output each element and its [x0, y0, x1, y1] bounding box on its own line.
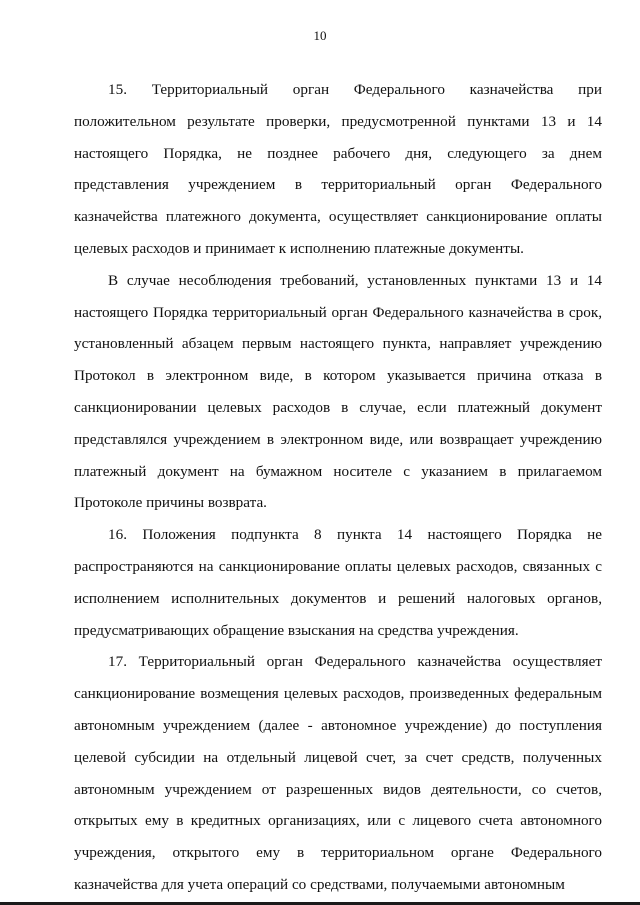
- paragraph-16: 16. Положения подпункта 8 пункта 14 настоящего Порядка не распространяются на санкционирование оплаты целевых расходов, связанных с исполнением исполнительных документов и решений налоговых органов, предусматривающих обращение взыскания на средства учреждения.: [74, 526, 602, 639]
- document-body: [74, 74, 602, 901]
- paragraph-15: 15. Территориальный орган Федерального казначейства при положительном результате проверки, предусмотренной пунктами 13 и 14 настоящего Порядка, не позднее рабочего дня, следующего за днем представления учреждением в территориальный орган Федерального казначейства платежного документа, осуществляет санкционирование оплаты целевых расходов и принимает к исполнению платежные документы.: [74, 81, 602, 257]
- paragraph-17: 17. Территориальный орган Федерального казначейства осуществляет санкционирование возмещения целевых расходов, произведенных федеральным автономным учреждением (далее - автономное учреждение) до поступления целевой субсидии на отдельный лицевой счет, за счет средств, полученных автономным учреждением от разрешенных видов деятельности, со счетов, открытых ему в кредитных организациях, или с лицевого счета автономного учреждения, открытого ему в территориальном органе Федерального казначейства для учета операций со средствами, получаемыми автономным: [74, 653, 602, 893]
- page-number: 10: [313, 28, 327, 43]
- paragraph-15-continuation: В случае несоблюдения требований, установленных пунктами 13 и 14 настоящего Порядка территориальный орган Федерального казначейства в срок, установленный абзацем первым настоящего пункта, направляет учреждению Протокол в электронном виде, в котором указывается причина отказа в санкционировании целевых расходов в случае, если платежный документ представлялся учреждением в электронном виде, или возвращает учреждению платежный документ на бумажном носителе с указанием в прилагаемом Протоколе причины возврата.: [74, 271, 602, 512]
